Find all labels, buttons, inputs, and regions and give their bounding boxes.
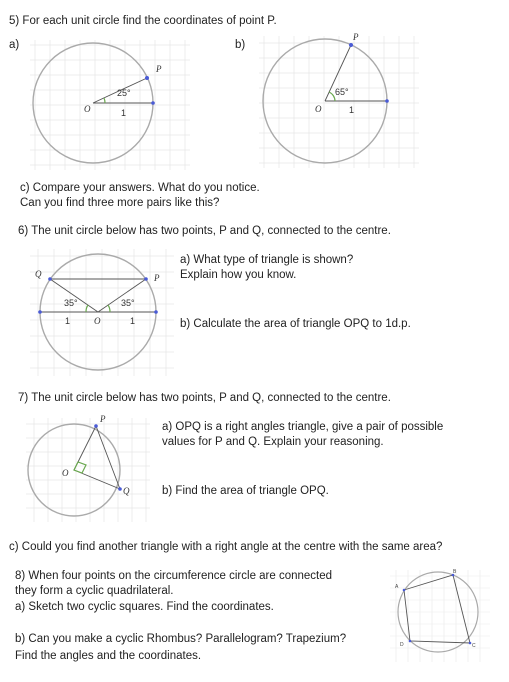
q6-unit-circle-diagram bbox=[22, 244, 182, 379]
point-q-dot bbox=[48, 277, 52, 281]
left-end-dot bbox=[38, 310, 42, 314]
q5-title: 5) For each unit circle find the coordinates of point P. bbox=[9, 15, 277, 27]
q6b-line: b) Calculate the area of triangle OPQ to 1d.p. bbox=[180, 318, 411, 330]
q7c-line: c) Could you find another triangle with a right angle at the centre with the same area? bbox=[9, 541, 443, 553]
point-b-label: B bbox=[453, 569, 457, 575]
q5b-unit-circle-diagram bbox=[249, 28, 429, 178]
q8-line2: they form a cyclic quadrilateral. bbox=[15, 585, 174, 597]
q8-line1: 8) When four points on the circumference circle are connected bbox=[15, 570, 333, 582]
end-dot bbox=[385, 99, 389, 103]
point-d-label: D bbox=[400, 642, 404, 648]
point-q-dot bbox=[118, 487, 122, 491]
origin-label: O bbox=[84, 104, 91, 114]
point-p-dot bbox=[349, 43, 353, 47]
q6-title: 6) The unit circle below has two points, P and Q, connected to the centre. bbox=[18, 225, 391, 237]
point-a-dot bbox=[403, 589, 406, 592]
angle-marker bbox=[104, 98, 105, 103]
grid bbox=[30, 40, 190, 170]
q8b-line1: b) Can you make a cyclic Rhombus? Parallelogram? Trapezium? bbox=[15, 633, 347, 645]
q5c-line2: Can you find three more pairs like this? bbox=[20, 197, 220, 209]
angle-right-label: 35° bbox=[121, 298, 135, 308]
angle-marker-right bbox=[108, 305, 110, 312]
radius-label: 1 bbox=[121, 108, 127, 118]
q7b-line: b) Find the area of triangle OPQ. bbox=[162, 485, 329, 497]
point-c-dot bbox=[469, 642, 472, 645]
q8a-line: a) Sketch two cyclic squares. Find the coordinates. bbox=[15, 601, 274, 613]
origin-label: O bbox=[94, 316, 101, 326]
point-q-label: Q bbox=[123, 486, 130, 496]
angle-label: 25° bbox=[117, 88, 131, 98]
right-end-dot bbox=[154, 310, 158, 314]
origin-label: O bbox=[315, 104, 322, 114]
q8b-line2: Find the angles and the coordinates. bbox=[15, 650, 202, 662]
q7-unit-circle-diagram bbox=[22, 414, 152, 524]
quadrilateral bbox=[404, 575, 470, 643]
q6a-line2: Explain how you know. bbox=[180, 269, 297, 281]
point-q-label: Q bbox=[35, 269, 42, 279]
angle-label: 65° bbox=[335, 87, 349, 97]
point-d-dot bbox=[409, 640, 412, 643]
q5c-line1: c) Compare your answers. What do you notice. bbox=[20, 182, 260, 194]
point-p-label: P bbox=[100, 414, 106, 424]
origin-label: O bbox=[62, 468, 69, 478]
chord-pq bbox=[96, 426, 120, 489]
radius-label: 1 bbox=[349, 105, 355, 115]
q5-part-b-label: b) bbox=[235, 39, 246, 51]
point-p-label: P bbox=[154, 273, 160, 283]
point-c-label: C bbox=[472, 643, 476, 649]
q8-cyclic-quadrilateral-diagram bbox=[386, 566, 496, 666]
q5a-unit-circle-diagram bbox=[20, 30, 200, 180]
q7a-line2: values for P and Q. Explain your reasoning. bbox=[162, 436, 384, 448]
radius-left-label: 1 bbox=[65, 316, 71, 326]
end-dot bbox=[151, 101, 155, 105]
point-p-dot bbox=[94, 424, 98, 428]
q7a-line1: a) OPQ is a right angles triangle, give a pair of possible bbox=[162, 421, 444, 433]
angle-left-label: 35° bbox=[64, 298, 78, 308]
q7-title: 7) The unit circle below has two points, P and Q, connected to the centre. bbox=[18, 392, 391, 404]
point-p-dot bbox=[145, 76, 149, 80]
radius-right-label: 1 bbox=[130, 316, 136, 326]
point-p-dot bbox=[144, 277, 148, 281]
point-a-label: A bbox=[395, 584, 399, 590]
grid bbox=[30, 249, 174, 376]
grid bbox=[26, 418, 150, 522]
q6a-line1: a) What type of triangle is shown? bbox=[180, 254, 354, 266]
q5-part-a-label: a) bbox=[9, 39, 20, 51]
point-p-label: P bbox=[353, 32, 359, 42]
point-p-label: P bbox=[156, 64, 162, 74]
